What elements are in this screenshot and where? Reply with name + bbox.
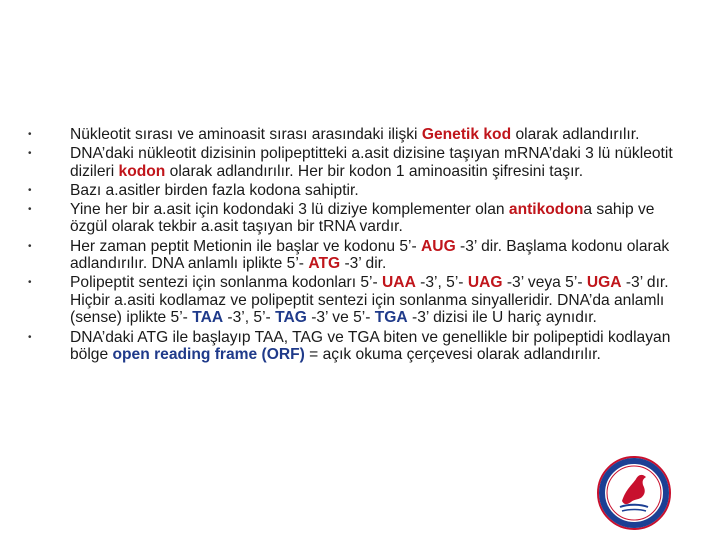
bullet-text: olarak adlandırılır. bbox=[511, 126, 640, 143]
bullet-dot-icon: • bbox=[28, 184, 32, 196]
highlighted-term: TAA bbox=[192, 309, 224, 327]
bullet-item bbox=[28, 126, 696, 144]
bullet-text: Her zaman peptit Metionin ile başlar ve kodonu 5’- bbox=[70, 237, 422, 255]
highlighted-term: UGA bbox=[586, 274, 622, 292]
highlighted-term: UAG bbox=[467, 274, 503, 292]
bullet-item bbox=[28, 238, 696, 273]
bullet-dot-icon: • bbox=[28, 331, 32, 343]
bullet-item bbox=[28, 329, 696, 364]
bullet-text: -3’ dır. Hiçbir a.asiti kodlamaz ve polipeptit sentezi için sonlanma sinyalleridir. DNA’da anlamlı (sense) iplikte 5’- bbox=[70, 274, 669, 327]
bullet-list bbox=[28, 126, 696, 365]
bullet-text: Bazı a.asitler birden fazla kodona sahiptir. bbox=[70, 181, 359, 199]
bullet-text: olarak adlandırılır. Her bir kodon 1 aminoasitin şifresini taşır. bbox=[165, 162, 584, 180]
bullet-text: -3’ veya 5’- bbox=[502, 274, 587, 292]
bullet-dot-icon: • bbox=[28, 148, 32, 160]
bullet-text: -3’, 5’- bbox=[223, 309, 276, 327]
bullet-dot-icon: • bbox=[28, 129, 32, 140]
bullet-item bbox=[28, 182, 696, 200]
bullet-text: DNA’daki ATG ile başlayıp TAA, TAG ve TGA biten ve genellikle bir polipeptidi kodlayan bölge bbox=[70, 328, 671, 364]
bullet-item bbox=[28, 201, 696, 236]
bullet-text: a sahip ve özgül olarak tekbir a.asit taşıyan bir tRNA vardır. bbox=[70, 200, 655, 236]
bullet-text: Nükleotit sırası ve aminoasit sırası arasındaki ilişki bbox=[70, 126, 422, 143]
highlighted-term: TAG bbox=[275, 309, 307, 327]
highlighted-term: AUG bbox=[421, 237, 456, 255]
bullet-text: -3’, 5’- bbox=[415, 274, 468, 292]
highlighted-term: Genetik kod bbox=[421, 126, 512, 143]
highlighted-term: open reading frame (ORF) bbox=[112, 346, 305, 364]
bullet-text: DNA’daki nükleotit dizisinin polipeptitteki a.asit dizisine taşıyan mRNA’daki 3 lü nükleotit dizileri bbox=[70, 145, 673, 180]
bullet-text: -3’ dir. Başlama kodonu olarak adlandırılır. DNA anlamlı iplikte 5’- bbox=[70, 237, 670, 273]
bullet-text: Yine her bir a.asit için kodondaki 3 lü diziye komplementer olan bbox=[70, 200, 509, 218]
bullet-text: -3’ dizisi ile U hariç aynıdır. bbox=[407, 309, 597, 327]
bullet-text: -3’ ve 5’- bbox=[306, 309, 375, 327]
bullet-text: Polipeptit sentezi için sonlanma kodonları 5’- bbox=[70, 274, 383, 292]
bullet-dot-icon: • bbox=[28, 277, 32, 289]
highlighted-term: UAA bbox=[382, 274, 416, 292]
highlighted-term: TGA bbox=[374, 309, 408, 327]
bullet-item bbox=[28, 145, 696, 180]
bullet-dot-icon: • bbox=[28, 203, 32, 215]
highlighted-term: kodon bbox=[118, 162, 166, 180]
university-seal-logo-icon bbox=[596, 455, 672, 531]
bullet-dot-icon: • bbox=[28, 240, 32, 252]
highlighted-term: antikodon bbox=[508, 200, 584, 218]
bullet-text: = açık okuma çerçevesi olarak adlandırılır. bbox=[304, 346, 601, 364]
highlighted-term: ATG bbox=[308, 255, 341, 273]
bullet-item bbox=[28, 274, 696, 327]
bullet-text: -3’ dir. bbox=[340, 255, 387, 273]
